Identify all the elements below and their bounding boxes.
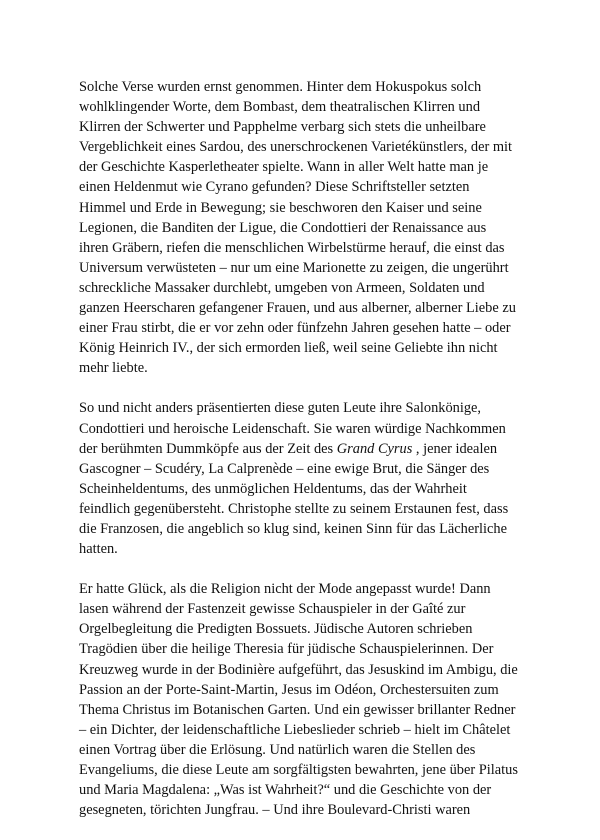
text-line: So und nicht anders präsentierten diese guten Leute ihre Salonkönige, xyxy=(79,400,482,417)
text-line: Legionen, die Banditen der Ligue, die Condottieri der Renaissance aus xyxy=(79,219,487,236)
text-line: Orgelbegleitung die Predigten Bossuets. Jüdische Autoren schrieben xyxy=(79,621,473,638)
text-line: Himmel und Erde in Bewegung; sie beschworen den Kaiser und seine xyxy=(79,199,482,216)
text-line: Gascogner – Scudéry, La Calprenède – eine ewige Brut, die Sänger des xyxy=(79,460,490,477)
text-line: lasen während der Fastenzeit gewisse Schauspieler in der Gaîté zur xyxy=(79,601,466,618)
paragraph-2 xyxy=(79,398,531,559)
text-line: Vergeblichkeit eines Sardou, des unerschrockenen Varietékünstlers, der mit xyxy=(79,139,513,156)
text-line: Condottieri und heroische Leidenschaft. Sie waren würdige Nachkommen xyxy=(79,420,506,437)
text-line: feindlich gegenübersteht. Christophe stellte zu seinem Erstaunen fest, dass xyxy=(79,500,509,517)
text-line: Passion an der Porte-Saint-Martin, Jesus im Odéon, Orchestersuiten zum xyxy=(79,681,499,698)
text-line: Thema Christus im Botanischen Garten. Und ein gewisser brillanter Redner xyxy=(79,701,516,718)
body-text xyxy=(79,77,531,840)
text-line-with-title xyxy=(79,439,531,459)
text-line: mehr liebte. xyxy=(79,360,148,377)
text-line: Evangeliums, die diese Leute am sorgfältigsten bewahrten, jene über Pilatus xyxy=(79,762,518,778)
text-fragment: , jener idealen xyxy=(412,440,498,457)
text-line: einer Frau stirbt, die er vor zehn oder fünfzehn Jahren gesehen hatte – oder xyxy=(79,320,511,337)
paragraph-1 xyxy=(79,77,531,378)
text-line: Scheinheldentums, des unmöglichen Heldentums, das der Wahrheit xyxy=(79,480,467,497)
text-line: wohlklingender Worte, dem Bombast, dem theatralischen Klirren und xyxy=(79,99,481,116)
text-line: Universum verwüsteten – nur um eine Marionette zu zeigen, die ungerührt xyxy=(79,259,509,276)
text-line: – ein Dichter, der leidenschaftliche Liebeslieder schrieb – hielt im Châtelet xyxy=(79,721,511,738)
text-line: schreckliche Massaker durchlebt, umgeben von Armeen, Soldaten und xyxy=(79,279,485,296)
text-line: ganzen Heerscharen gefangener Frauen, und aus alberner, alberner Liebe zu xyxy=(79,300,516,317)
text-line: die Franzosen, die angeblich so klug sind, keinen Sinn für das Lächerliche xyxy=(79,520,508,537)
paragraph-3 xyxy=(79,579,531,820)
text-line: Er hatte Glück, als die Religion nicht der Mode angepasst wurde! Dann xyxy=(79,581,491,598)
book-title: Grand Cyrus xyxy=(336,440,413,457)
text-line: Solche Verse wurden ernst genommen. Hinter dem Hokuspokus solch xyxy=(79,79,482,95)
text-line: der Geschichte Kasperletheater spielte. Wann in aller Welt hatte man je xyxy=(79,159,489,176)
text-line: und Maria Magdalena: „Was ist Wahrheit?“ und die Geschichte von der xyxy=(79,782,492,799)
text-line: Tragödien über die heilige Theresia für jüdische Schauspielerinnen. Der xyxy=(79,641,494,658)
text-line: hatten. xyxy=(79,541,118,558)
text-line: einen Vortrag über die Erlösung. Und natürlich waren die Stellen des xyxy=(79,741,476,758)
text-line: Kreuzweg wurde in der Bodinière aufgeführt, das Jesuskind im Ambigu, die xyxy=(79,661,518,678)
text-line: Klirren der Schwerter und Papphelme verbarg sich stets die unheilbare xyxy=(79,119,486,136)
text-line: einen Heldenmut wie Cyrano gefunden? Diese Schriftsteller setzten xyxy=(79,179,470,196)
text-line: ihren Gräbern, riefen die menschlichen Wirbelstürme herauf, die einst das xyxy=(79,239,505,256)
text-line: gesegneten, törichten Jungfrau. – Und ihre Boulevard-Christi waren xyxy=(79,802,471,819)
text-fragment: der berühmten Dummköpfe aus der Zeit des xyxy=(79,440,337,457)
text-line: König Heinrich IV., der sich ermorden ließ, weil seine Geliebte ihn nicht xyxy=(79,340,498,357)
